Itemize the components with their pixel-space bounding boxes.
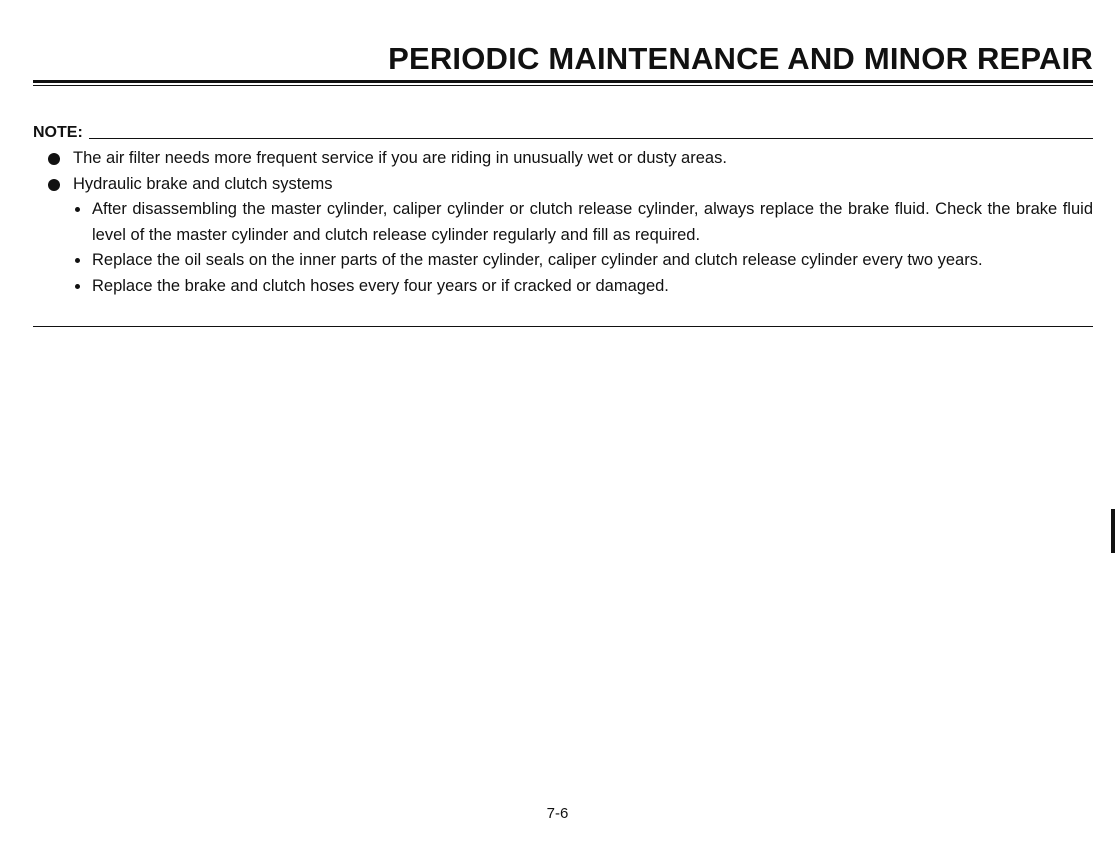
note-header-rule (89, 138, 1093, 139)
title-rule-thick (33, 80, 1093, 83)
page-number: 7-6 (546, 805, 569, 822)
bullet-icon (48, 179, 60, 191)
sub-item-text: Replace the oil seals on the inner parts of the master cylinder, caliper cylinder and clutch release cylinder every two years. (92, 251, 983, 269)
note-block (33, 121, 1093, 299)
note-item-text: Hydraulic brake and clutch systems (73, 174, 333, 193)
note-item-air-filter (33, 146, 1093, 172)
sub-bullet-icon (75, 258, 80, 263)
note-list (33, 146, 1093, 299)
note-end-rule (33, 326, 1093, 327)
sub-bullet-icon (75, 207, 80, 212)
sub-item-text: After disassembling the master cylinder, caliper cylinder or clutch release cylinder, always replace the brake fluid. Check the brake fluid level of the master cylinder and clutch release cylinder regularly and fill as required. (92, 200, 1093, 244)
note-header (33, 121, 1093, 141)
sub-item-hoses (73, 274, 1093, 300)
note-label: NOTE: (33, 124, 83, 141)
page-title: PERIODIC MAINTENANCE AND MINOR REPAIR (388, 41, 1093, 76)
title-rule-thin (33, 85, 1093, 86)
sub-item-oil-seals (73, 248, 1093, 274)
sub-item-master-cylinder (73, 197, 1093, 248)
sub-item-text: Replace the brake and clutch hoses every four years or if cracked or damaged. (92, 276, 669, 295)
note-item-hydraulic-systems (33, 172, 1093, 300)
bullet-icon (48, 153, 60, 165)
sub-bullet-icon (75, 284, 80, 289)
note-item-text: The air filter needs more frequent service if you are riding in unusually wet or dusty areas. (73, 149, 727, 167)
sub-list (73, 197, 1093, 299)
section-edge-tab (1111, 509, 1115, 553)
